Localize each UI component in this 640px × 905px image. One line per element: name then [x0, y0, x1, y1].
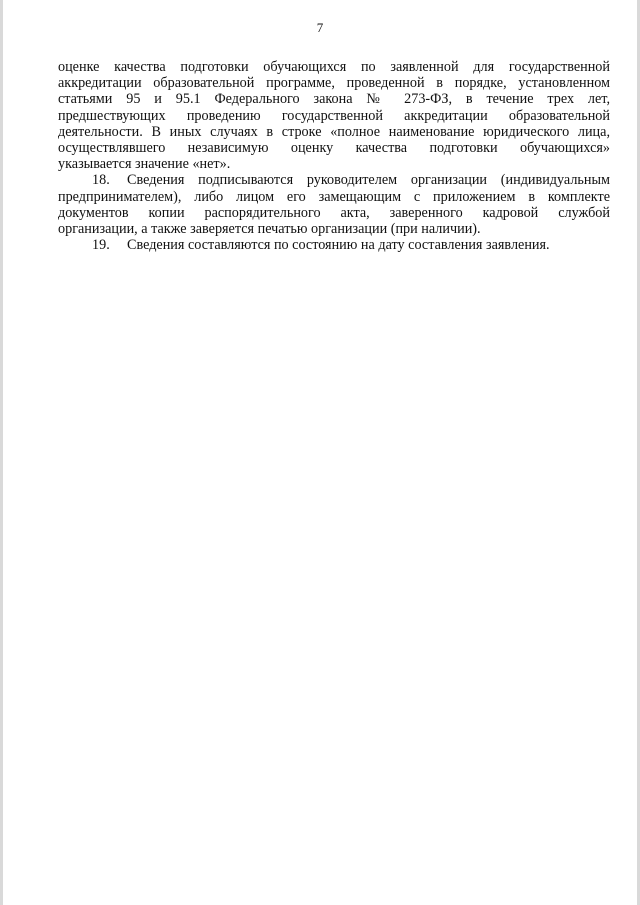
text-line [58, 237, 610, 253]
text-line: организации, а также заверяется печатью организации (при наличии). [58, 221, 481, 238]
text-line: предпринимателем), либо лицом его замещающим с приложением в комплекте [58, 188, 610, 205]
paragraph-18 [58, 172, 610, 237]
paragraph-19 [58, 237, 610, 253]
text-line: деятельности. В иных случаях в строке «полное наименование юридического лица, [58, 123, 610, 140]
text-line: документов копии распорядительного акта, заверенного кадровой службой [58, 204, 610, 221]
text-line: осуществлявшего независимую оценку качества подготовки обучающихся» [58, 140, 610, 157]
paragraph-number: 19. [92, 237, 110, 254]
paragraph-text: Сведения подписываются руководителем организации (индивидуальным [127, 172, 610, 189]
paragraph-text: Сведения составляются по состоянию на дату составления заявления. [127, 237, 550, 254]
page-number: 7 [316, 20, 324, 35]
text-line [58, 172, 610, 188]
text-line: оценке качества подготовки обучающихся по заявленной для государственной [58, 59, 610, 75]
paragraph-continued [58, 59, 610, 172]
text-line: указывается значение «нет». [58, 156, 231, 173]
scan-edge-left [0, 0, 3, 905]
text-line: статьями 95 и 95.1 Федерального закона № 273-ФЗ, в течение трех лет, [58, 91, 610, 108]
document-body [58, 59, 610, 253]
paragraph-number: 18. [92, 172, 110, 189]
text-line: предшествующих проведению государственной аккредитации образовательной [58, 107, 610, 124]
text-line: аккредитации образовательной программе, проведенной в порядке, установленном [58, 75, 610, 92]
